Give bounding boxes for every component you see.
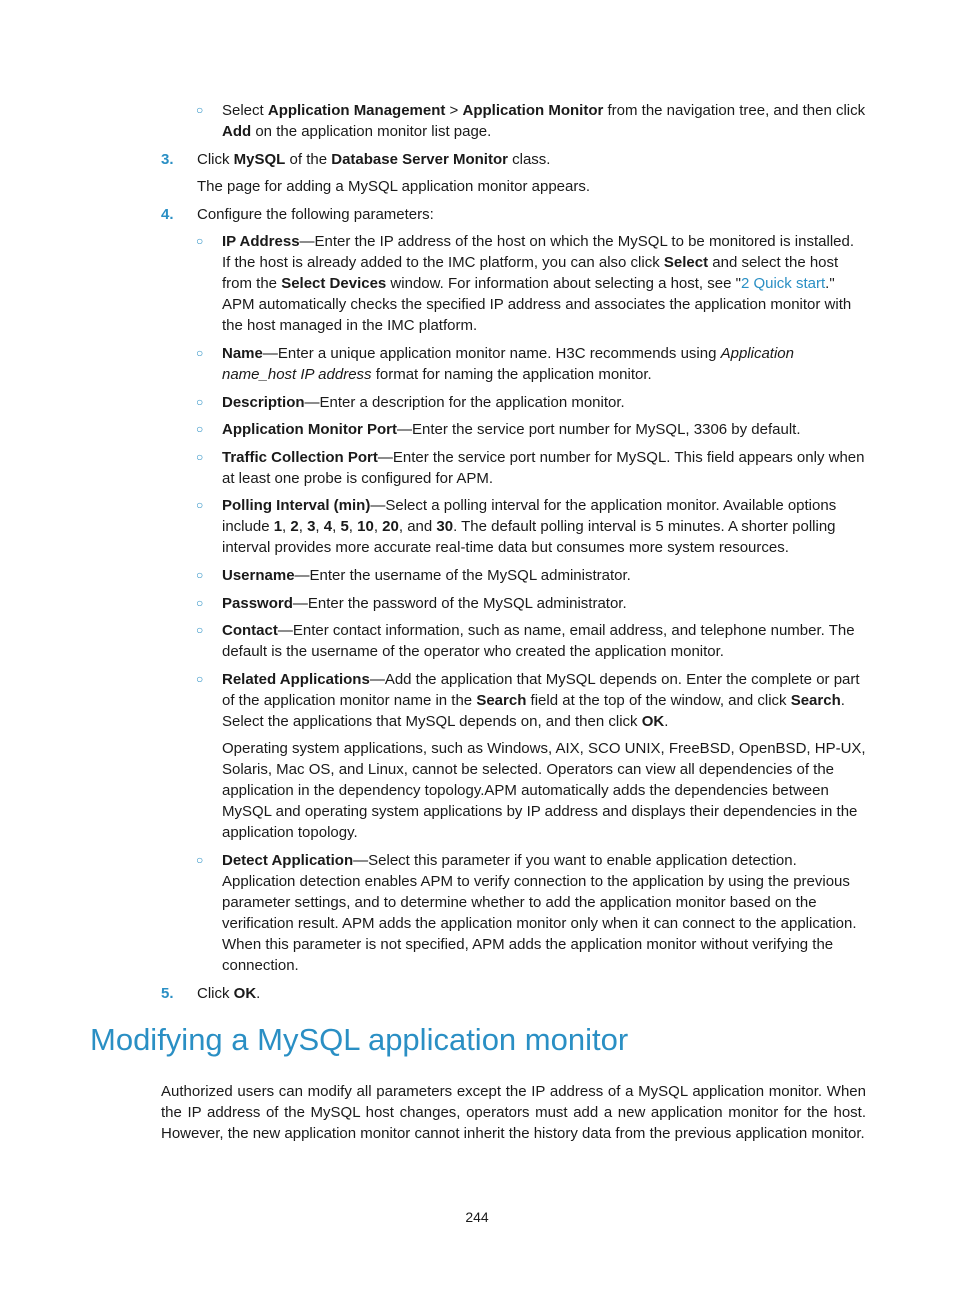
step-5-text: Click OK. bbox=[197, 985, 261, 1002]
bullet-icon: ○ bbox=[196, 596, 204, 610]
param-detect-application: Detect Application—Select this parameter if you want to enable application detection. Application detection enables APM to verify connection to the application by using the previous parameter settings, and to determine whether to add the application monitor based on the verification result. APM adds the application monitor only when it can connect to the application. When this parameter is not specified, APM adds the application monitor without verifying the connection. bbox=[222, 852, 857, 974]
bullet-icon: ○ bbox=[196, 672, 204, 686]
param-monitor-port: Application Monitor Port—Enter the service port number for MySQL, 3306 by default. bbox=[222, 421, 801, 438]
param-password: Password—Enter the password of the MySQL administrator. bbox=[222, 595, 627, 612]
section-body: Authorized users can modify all parameters except the IP address of a MySQL application monitor. When the IP address of the MySQL host changes, operators must add a new application monitor for the host. However, the new application monitor cannot inherit the history data from the previous application monitor. bbox=[161, 1083, 866, 1142]
step-number: 5. bbox=[161, 985, 174, 1002]
nav-instruction: Select Application Management > Application Monitor from the navigation tree, and then click Add on the application monitor list page. bbox=[222, 102, 866, 140]
param-description: Description—Enter a description for the application monitor. bbox=[222, 394, 625, 411]
bullet-icon: ○ bbox=[196, 346, 204, 360]
step-number: 3. bbox=[161, 151, 174, 168]
bullet-icon: ○ bbox=[196, 103, 204, 117]
section-heading: Modifying a MySQL application monitor bbox=[90, 1022, 629, 1057]
quick-start-link[interactable]: 2 Quick start bbox=[740, 275, 826, 292]
step-3-note: The page for adding a MySQL application monitor appears. bbox=[197, 178, 591, 195]
param-traffic-port: Traffic Collection Port—Enter the service port number for MySQL. This field appears only when at least one probe is configured for APM. bbox=[222, 449, 865, 487]
bullet-icon: ○ bbox=[196, 422, 204, 436]
step-3-text: Click MySQL of the Database Server Monitor class. bbox=[197, 151, 551, 168]
param-related-applications: Related Applications—Add the application that MySQL depends on. Enter the complete or part of the application monitor name in the Search field at the top of the window, and click Search. Select the applications that MySQL depends on, and then click OK. bbox=[222, 671, 860, 730]
param-ip-address: IP Address—Enter the IP address of the host on which the MySQL to be monitored is installed. If the host is already added to the IMC platform, you can also click Select and select the host from the Select Devices window. For information about selecting a host, see "2 Quick start." APM automatically checks the specified IP address and associates the application monitor with the host managed in the IMC platform. bbox=[222, 233, 855, 334]
param-polling-interval: Polling Interval (min)—Select a polling interval for the application monitor. Available options include 1, 2, 3, 4, 5, 10, 20, and 30. The default polling interval is 5 minutes. A shorter polling interval provides more accurate real-time data but consumes more system resources. bbox=[222, 497, 837, 556]
bullet-icon: ○ bbox=[196, 568, 204, 582]
bullet-icon: ○ bbox=[196, 623, 204, 637]
step-number: 4. bbox=[161, 206, 174, 223]
step-4-text: Configure the following parameters: bbox=[197, 206, 434, 223]
related-applications-note: Operating system applications, such as Windows, AIX, SCO UNIX, FreeBSD, OpenBSD, HP-UX, Solaris, Mac OS, and Linux, cannot be selected. Operators can view all dependencies of the application in the dependency topology.APM automatically adds the dependencies between MySQL and operating system applications by IP address and displays their dependencies in the application topology. bbox=[222, 740, 866, 841]
page-number: 244 bbox=[465, 1209, 489, 1225]
bullet-icon: ○ bbox=[196, 395, 204, 409]
bullet-icon: ○ bbox=[196, 234, 204, 248]
bullet-icon: ○ bbox=[196, 498, 204, 512]
param-username: Username—Enter the username of the MySQL administrator. bbox=[222, 567, 631, 584]
bullet-icon: ○ bbox=[196, 853, 204, 867]
bullet-icon: ○ bbox=[196, 450, 204, 464]
param-contact: Contact—Enter contact information, such as name, email address, and telephone number. The default is the username of the operator who created the application monitor. bbox=[222, 622, 855, 660]
param-name: Name—Enter a unique application monitor name. H3C recommends using Application name_host IP address format for naming the application monitor. bbox=[222, 345, 794, 383]
